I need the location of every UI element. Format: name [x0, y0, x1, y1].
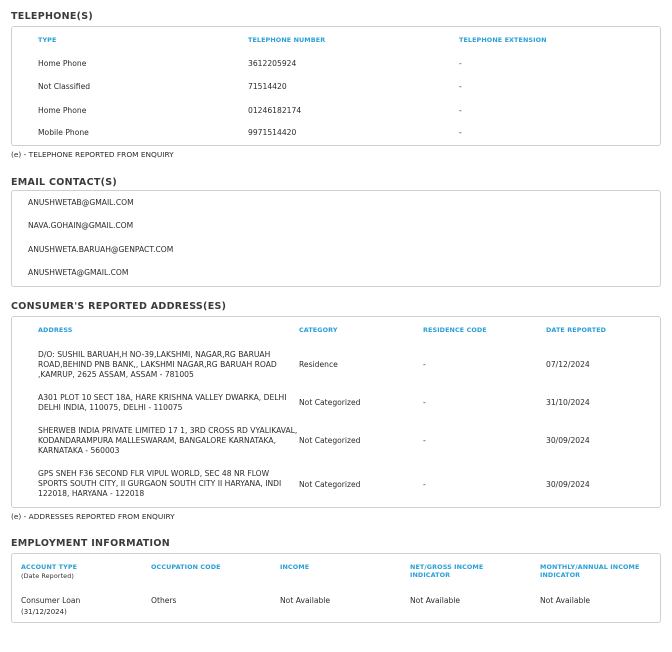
telephones-note: (e) - TELEPHONE REPORTED FROM ENQUIRY — [11, 150, 174, 159]
address-residence-code: - — [423, 436, 426, 445]
phone-type: Home Phone — [38, 106, 87, 115]
header-occupation-code: OCCUPATION CODE — [151, 563, 221, 571]
address-date: 30/09/2024 — [546, 480, 590, 489]
employment-monthly-annual: Not Available — [540, 596, 591, 605]
header-type: TYPE — [38, 36, 57, 44]
header-account-type-label: ACCOUNT TYPE — [21, 563, 78, 571]
header-telephone-number: TELEPHONE NUMBER — [248, 36, 326, 44]
address-date: 31/10/2024 — [546, 398, 590, 407]
phone-type: Not Classified — [38, 82, 91, 91]
address-category: Not Categorized — [299, 480, 361, 489]
header-category: CATEGORY — [299, 326, 338, 334]
address-text: D/O: SUSHIL BARUAH,H NO-39,LAKSHMI, NAGAR,RG BARUAH ROAD,BEHIND PNB BANK,, LAKSHMI NAGAR,RG BARUAH ROAD ,KAMRUP, 2625 ASSAM, ASSAM - 781005 — [38, 350, 277, 379]
address-date: 30/09/2024 — [546, 436, 590, 445]
phone-extension: - — [459, 59, 462, 68]
employment-occupation: Others — [151, 596, 177, 605]
emails-title: EMAIL CONTACT(S) — [11, 177, 118, 188]
phone-extension: - — [459, 128, 462, 137]
phone-extension: - — [459, 82, 462, 91]
employment-title: EMPLOYMENT INFORMATION — [11, 538, 170, 549]
header-monthly-annual-indicator: MONTHLY/ANNUAL INCOME INDICATOR — [540, 563, 640, 579]
address-category: Not Categorized — [299, 436, 361, 445]
phone-extension: - — [459, 106, 462, 115]
phone-type: Home Phone — [38, 59, 87, 68]
addresses-title: CONSUMER'S REPORTED ADDRESS(ES) — [11, 301, 227, 312]
telephones-table — [11, 26, 661, 146]
header-account-type-sub: (Date Reported) — [21, 572, 74, 580]
email-item: NAVA.GOHAIN@GMAIL.COM — [28, 221, 134, 230]
phone-number: 3612205924 — [248, 59, 297, 68]
emails-box — [11, 190, 661, 287]
employment-table — [11, 553, 661, 623]
email-item: ANUSHWETA.BARUAH@GENPACT.COM — [28, 245, 174, 254]
header-address: ADDRESS — [38, 326, 73, 334]
employment-net-gross: Not Available — [410, 596, 461, 605]
account-type-date: (31/12/2024) — [21, 608, 67, 616]
address-residence-code: - — [423, 398, 426, 407]
address-text: A301 PLOT 10 SECT 18A, HARE KRISHNA VALLEY DWARKA, DELHI DELHI INDIA, 110075, DELHI - 110075 — [38, 393, 287, 412]
employment-income: Not Available — [280, 596, 331, 605]
address-text: SHERWEB INDIA PRIVATE LIMITED 17 1, 3RD CROSS RD VYALIKAVAL, KODANDARAMPURA MALLESWARAM, BANGALORE KARNATAKA, KARNATAKA - 560003 — [38, 426, 298, 455]
address-residence-code: - — [423, 480, 426, 489]
address-category: Residence — [299, 360, 338, 369]
header-date-reported: DATE REPORTED — [546, 326, 607, 334]
phone-number: 71514420 — [248, 82, 287, 91]
phone-number: 01246182174 — [248, 106, 302, 115]
address-text: GPS SNEH F36 SECOND FLR VIPUL WORLD, SEC 48 NR FLOW SPORTS SOUTH CITY, II GURGAON SOUTH CITY II HARYANA, INDI 122018, HARYANA - 122018 — [38, 469, 282, 498]
header-residence-code: RESIDENCE CODE — [423, 326, 487, 334]
addresses-table — [11, 316, 661, 508]
phone-number: 9971514420 — [248, 128, 297, 137]
header-telephone-extension: TELEPHONE EXTENSION — [459, 36, 547, 44]
header-income: INCOME — [280, 563, 310, 571]
address-category: Not Categorized — [299, 398, 361, 407]
email-item: ANUSHWETAB@GMAIL.COM — [28, 198, 134, 207]
header-net-gross-indicator: NET/GROSS INCOME INDICATOR — [410, 563, 484, 579]
email-item: ANUSHWETA@GMAIL.COM — [28, 268, 129, 277]
account-type-value: Consumer Loan — [21, 596, 81, 605]
header-account-type — [21, 563, 77, 580]
address-residence-code: - — [423, 360, 426, 369]
phone-type: Mobile Phone — [38, 128, 89, 137]
address-date: 07/12/2024 — [546, 360, 590, 369]
employment-account-type — [21, 596, 80, 617]
addresses-note: (e) - ADDRESSES REPORTED FROM ENQUIRY — [11, 512, 175, 521]
telephones-title: TELEPHONE(S) — [11, 11, 94, 22]
